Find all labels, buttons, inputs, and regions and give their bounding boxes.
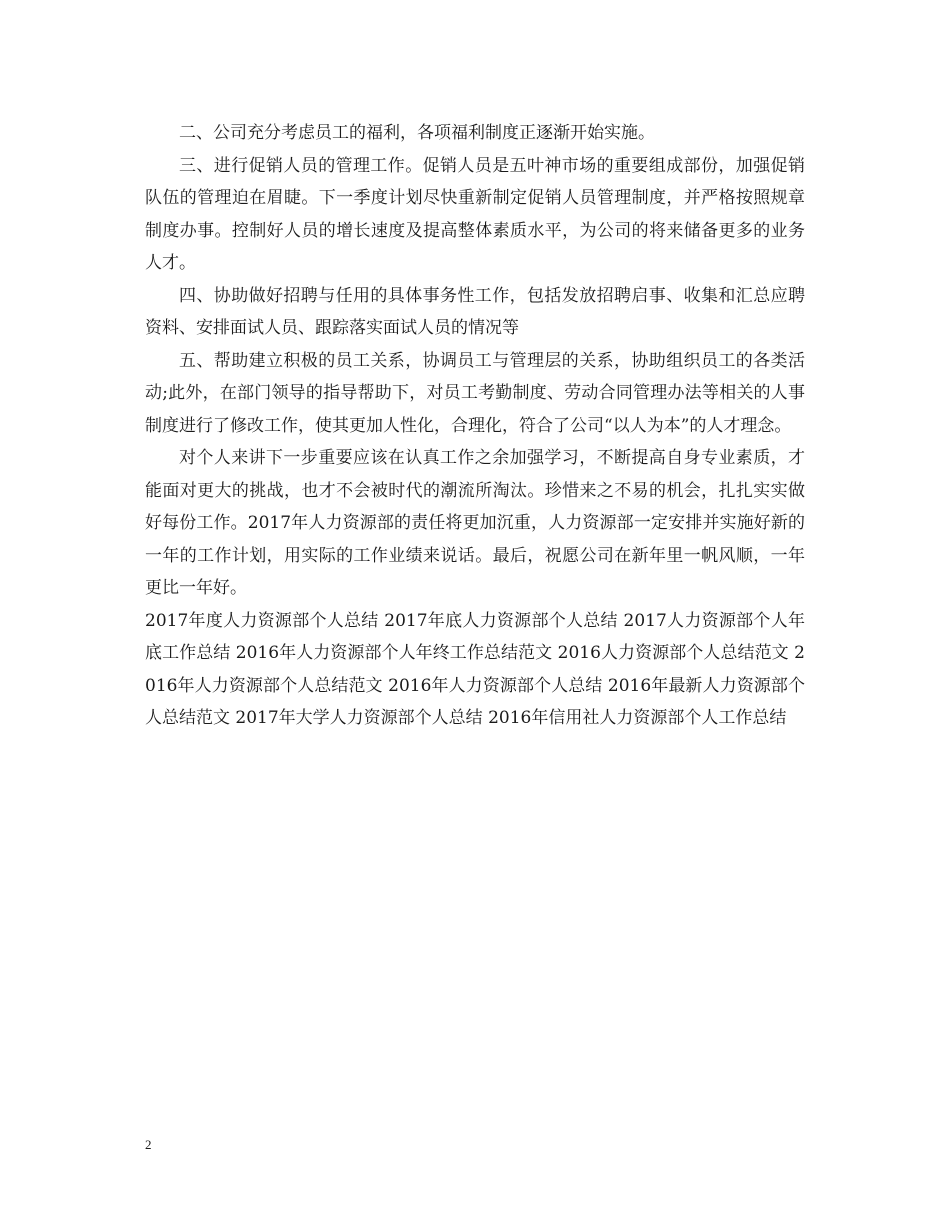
related-titles: 2017年度人力资源部个人总结 2017年底人力资源部个人总结 2017人力资源部个人年底工作总结 2016年人力资源部个人年终工作总结范文 2016人力资源部个人总结范文 2016年人力资源部个人总结范文 2016年人力资源部个人总结 2016年最新人力资源部个人总结范文 2017年大学人力资源部个人总结 2016年信用社人力资源部个人工作总结 — [145, 610, 805, 728]
paragraph-recruitment: 四、协助做好招聘与任用的具体事务性工作，包括发放招聘启事、收集和汇总应聘资料、安排面试人员、跟踪落实面试人员的情况等 — [145, 285, 805, 338]
page-number: 2 — [145, 1137, 152, 1152]
document-body — [145, 117, 805, 735]
paragraph-personal-outlook: 对个人来讲下一步重要应该在认真工作之余加强学习，不断提高自身专业素质，才能面对更大的挑战，也才不会被时代的潮流所淘汰。珍惜来之不易的机会，扎扎实实做好每份工作。2017年人力资源部的责任将更加沉重，人力资源部一定安排并实施好新的一年的工作计划，用实际的工作业绩来说话。最后，祝愿公司在新年里一帆风顺，一年更比一年好。 — [145, 448, 805, 598]
paragraph-welfare: 二、公司充分考虑员工的福利，各项福利制度正逐渐开始实施。 — [179, 123, 655, 143]
paragraph-promoter-management: 三、进行促销人员的管理工作。促销人员是五叶神市场的重要组成部份，加强促销队伍的管理迫在眉睫。下一季度计划尽快重新制定促销人员管理制度，并严格按照规章制度办事。控制好人员的增长速度及提高整体素质水平，为公司的将来储备更多的业务人才。 — [145, 155, 805, 273]
paragraph-employee-relations: 五、帮助建立积极的员工关系，协调员工与管理层的关系，协助组织员工的各类活动;此外，在部门领导的指导帮助下，对员工考勤制度、劳动合同管理办法等相关的人事制度进行了修改工作，使其更加人性化，合理化，符合了公司“以人为本”的人才理念。 — [145, 350, 805, 436]
